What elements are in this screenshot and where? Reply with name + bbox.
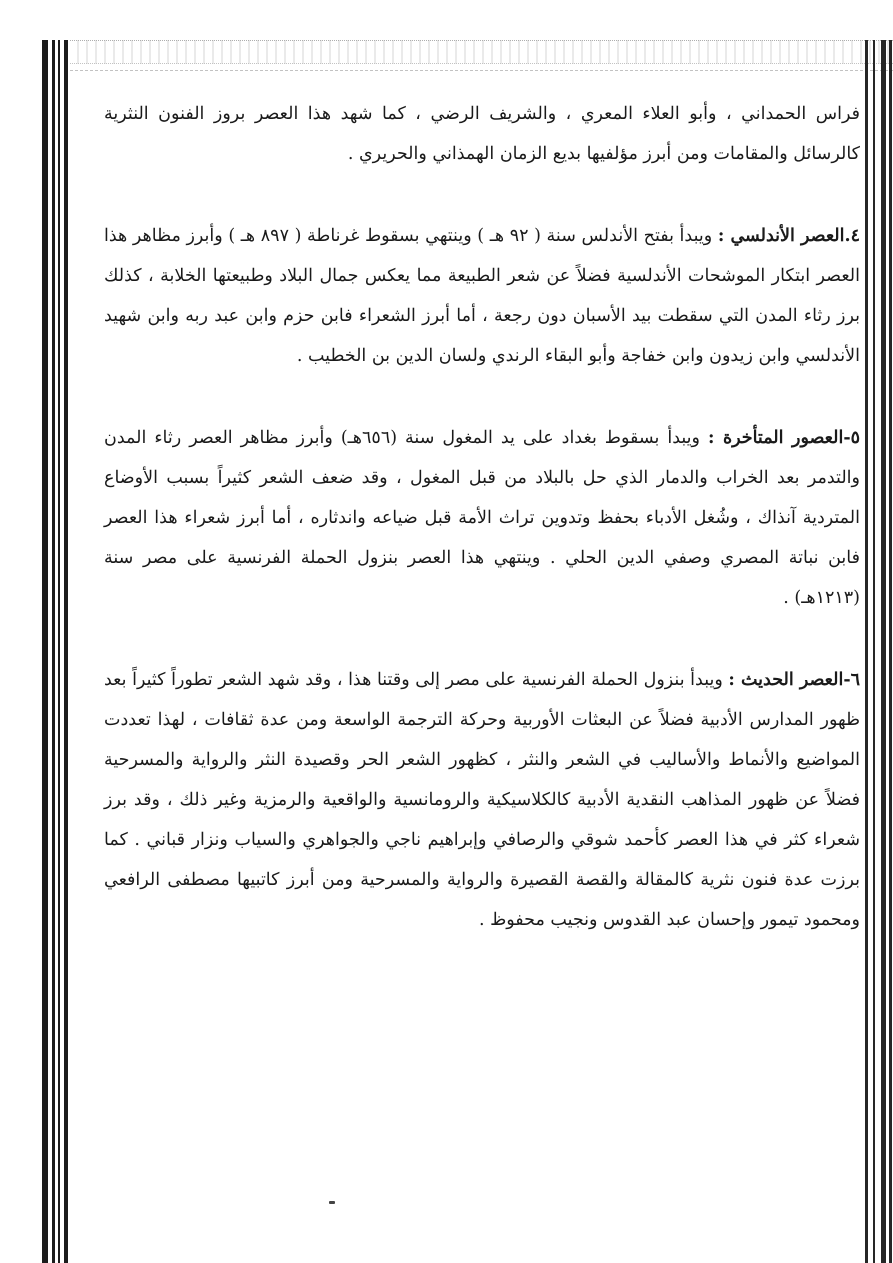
section-paragraph bbox=[104, 418, 860, 618]
section-heading: العصر الأندلسي : bbox=[717, 226, 845, 246]
section-body: ويبدأ بسقوط بغداد على يد المغول سنة (٦٥٦هـ) وأبرز مظاهر العصر رثاء المدن والتدمر بعد الخراب والدمار الذي حل بالبلاد من قبل المغول ، وقد ضعف الشعر كثيراً بسبب الأوضاع المتردية آنذاك ، وشُغل الأدباء بحفظ وتدوين تراث الأمة قبل ضياعه واندثاره ، أما أبرز شعراء هذا العصر فابن نباتة المصري وصفي الدين الحلي . وينتهي هذا العصر بنزول الحملة الفرنسية على مصر سنة (١٢١٣هـ) . bbox=[104, 428, 860, 608]
section-late-eras bbox=[104, 418, 860, 618]
intro-paragraph: فراس الحمداني ، وأبو العلاء المعري ، والشريف الرضي ، كما شهد هذا العصر بروز الفنون النثرية كالرسائل والمقامات ومن أبرز مؤلفيها بديع الزمان الهمذاني والحريري . bbox=[104, 104, 860, 164]
document-body bbox=[104, 94, 860, 940]
section-heading: العصر الحديث : bbox=[728, 670, 844, 690]
scan-edge-top-line bbox=[70, 70, 893, 71]
section-paragraph bbox=[104, 660, 860, 940]
scan-speck bbox=[329, 1201, 335, 1204]
section-modern bbox=[104, 660, 860, 940]
binding-edge-left bbox=[40, 40, 74, 1263]
section-heading: العصور المتأخرة : bbox=[707, 428, 844, 448]
section-andalusian bbox=[104, 216, 860, 376]
section-number: ٥- bbox=[843, 428, 860, 448]
section-number: ٤. bbox=[844, 226, 860, 246]
section-number: ٦- bbox=[843, 670, 860, 690]
section-body: ويبدأ بفتح الأندلس سنة ( ٩٢ هـ ) وينتهي بسقوط غرناطة ( ٨٩٧ هـ ) وأبرز مظاهر هذا العصر ابتكار الموشحات الأندلسية فضلاً عن شعر الطبيعة مما يعكس جمال البلاد وطبيعتها الخلابة ، كذلك برز رثاء المدن التي سقطت بيد الأسبان دون رجعة ، أما أبرز الشعراء فابن حزم وابن عبد ربه وابن شهيد الأندلسي وابن زيدون وابن خفاجة وأبو البقاء الرندي ولسان الدين بن الخطيب . bbox=[104, 226, 860, 366]
binding-edge-right bbox=[859, 40, 893, 1263]
section-body: ويبدأ بنزول الحملة الفرنسية على مصر إلى وقتنا هذا ، وقد شهد الشعر تطوراً كثيراً بعد ظهور المدارس الأدبية فضلاً عن البعثات الأوربية وحركة الترجمة الواسعة ومن عدة ثقافات ، لهذا تعددت المواضيع والأنماط والأساليب في الشعر والنثر ، كظهور الشعر الحر وقصيدة النثر والرواية والمسرحية فضلاً عن ظهور المذاهب النقدية الأدبية كالكلاسيكية والرومانسية والواقعية والرمزية وغير ذلك ، وقد برز شعراء كثر في هذا العصر كأحمد شوقي والرصافي وإبراهيم ناجي والجواهري والسياب ونزار قباني . كما برزت عدة فنون نثرية كالمقالة والقصة القصيرة والرواية والمسرحية ومن أبرز كاتبيها مصطفى الرافعي ومحمود تيمور وإحسان عبد القدوس ونجيب محفوظ . bbox=[104, 670, 860, 930]
scan-edge-top bbox=[70, 40, 893, 64]
section-paragraph bbox=[104, 216, 860, 376]
